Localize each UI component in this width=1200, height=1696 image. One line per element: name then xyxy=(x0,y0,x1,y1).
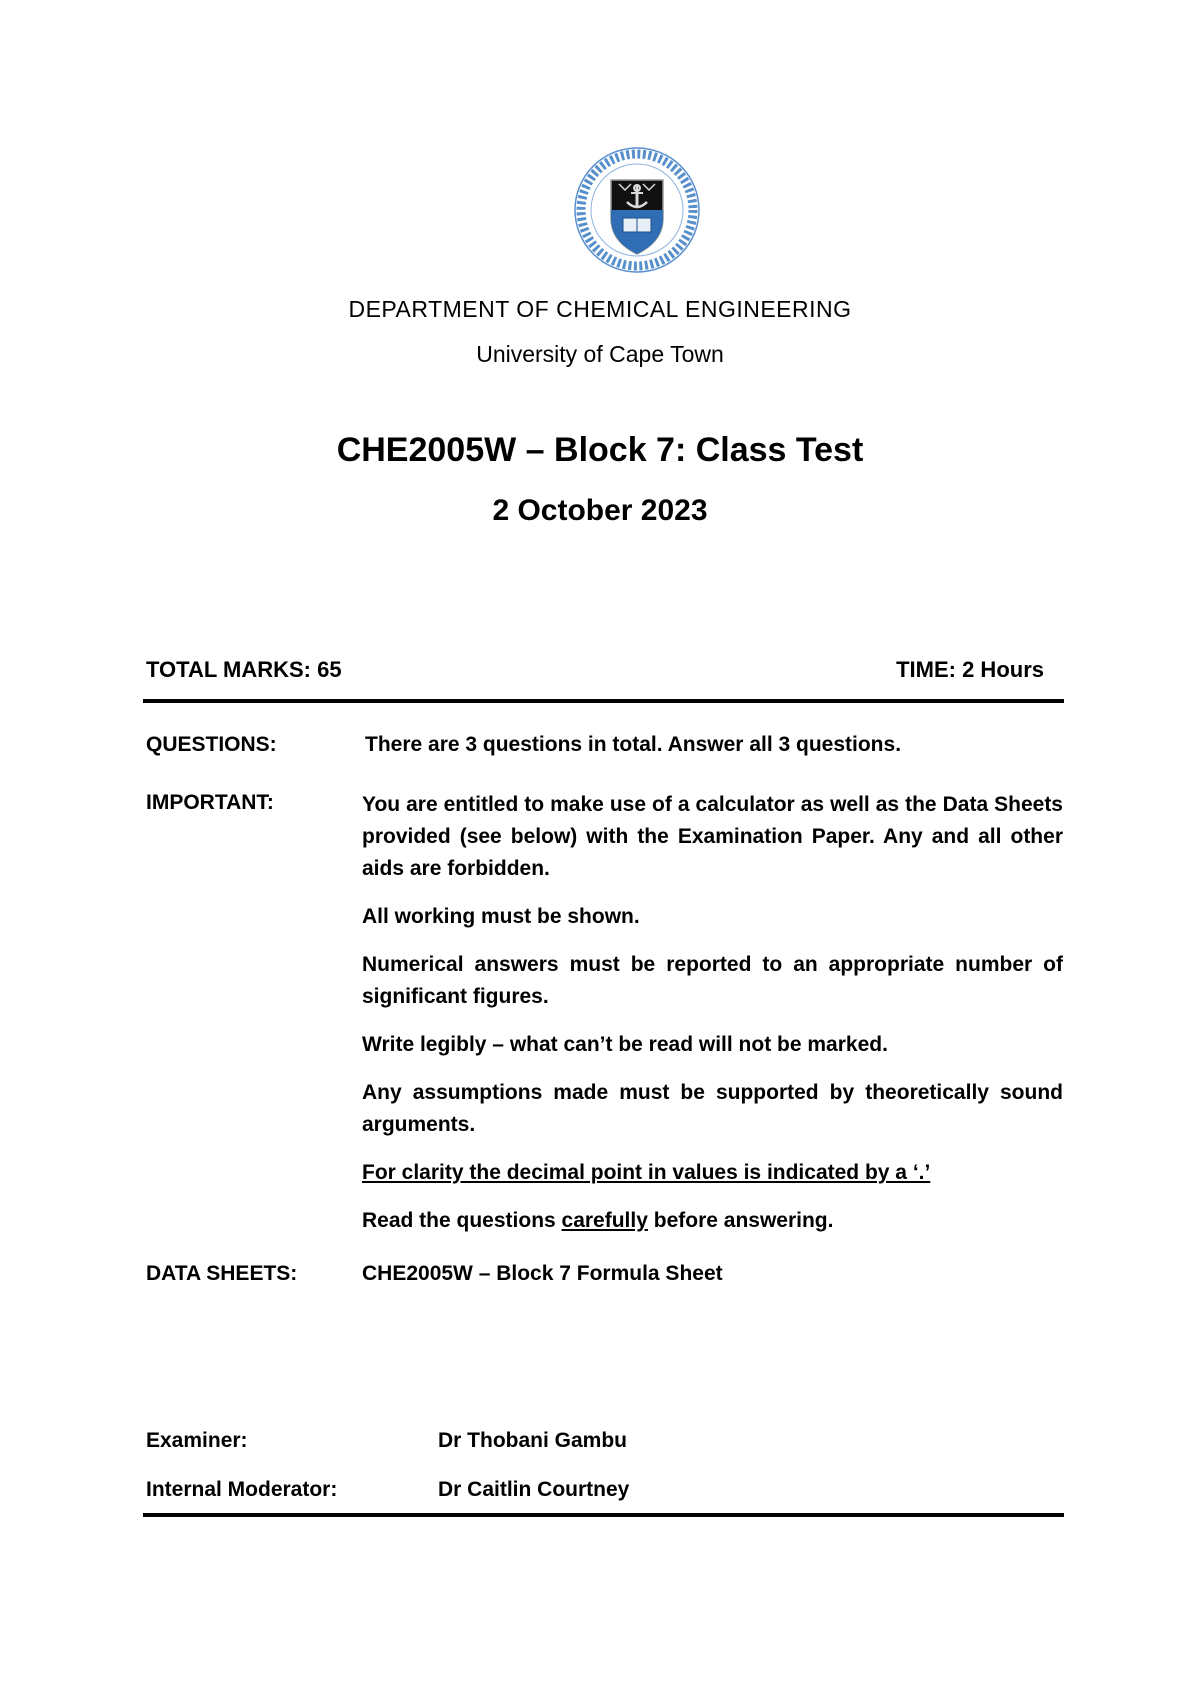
total-marks: TOTAL MARKS: 65 xyxy=(146,657,342,682)
instruction-read-carefully xyxy=(362,1205,1063,1237)
test-date: 2 October 2023 xyxy=(492,494,708,527)
questions-text: There are 3 questions in total. Answer all 3 questions. xyxy=(365,733,902,756)
important-instructions xyxy=(362,789,1063,1237)
moderator-name: Dr Caitlin Courtney xyxy=(438,1478,630,1501)
instruction-decimal-point: For clarity the decimal point in values is indicated by a ‘.’ xyxy=(362,1161,931,1184)
important-label: IMPORTANT: xyxy=(146,791,274,814)
top-divider xyxy=(143,699,1064,703)
examiner-label: Examiner: xyxy=(146,1429,248,1452)
questions-label: QUESTIONS: xyxy=(146,733,277,756)
university-logo xyxy=(571,144,703,276)
bottom-divider xyxy=(143,1513,1064,1517)
read-carefully-underlined: carefully xyxy=(561,1209,648,1232)
data-sheets-text: CHE2005W – Block 7 Formula Sheet xyxy=(362,1262,723,1285)
data-sheets-label: DATA SHEETS: xyxy=(146,1262,298,1285)
instruction-assumptions: Any assumptions made must be supported by theoretically sound arguments. xyxy=(362,1081,1063,1136)
read-before: Read the questions xyxy=(362,1209,562,1232)
instruction-legibility: Write legibly – what can’t be read will not be marked. xyxy=(362,1033,888,1056)
department-name: DEPARTMENT OF CHEMICAL ENGINEERING xyxy=(348,296,852,322)
instruction-calculator: You are entitled to make use of a calculator as well as the Data Sheets provided (see below) with the Examination Paper. Any and all other aids are forbidden. xyxy=(362,793,1063,880)
test-time: TIME: 2 Hours xyxy=(896,657,1044,682)
instruction-sig-figs: Numerical answers must be reported to an appropriate number of significant figures. xyxy=(362,953,1063,1008)
university-name: University of Cape Town xyxy=(476,341,724,367)
instruction-working: All working must be shown. xyxy=(362,905,640,928)
university-crest-icon xyxy=(571,144,703,276)
moderator-label: Internal Moderator: xyxy=(146,1478,338,1501)
read-after: before answering. xyxy=(647,1209,834,1232)
examiner-name: Dr Thobani Gambu xyxy=(438,1429,627,1452)
test-title: CHE2005W – Block 7: Class Test xyxy=(336,431,864,469)
